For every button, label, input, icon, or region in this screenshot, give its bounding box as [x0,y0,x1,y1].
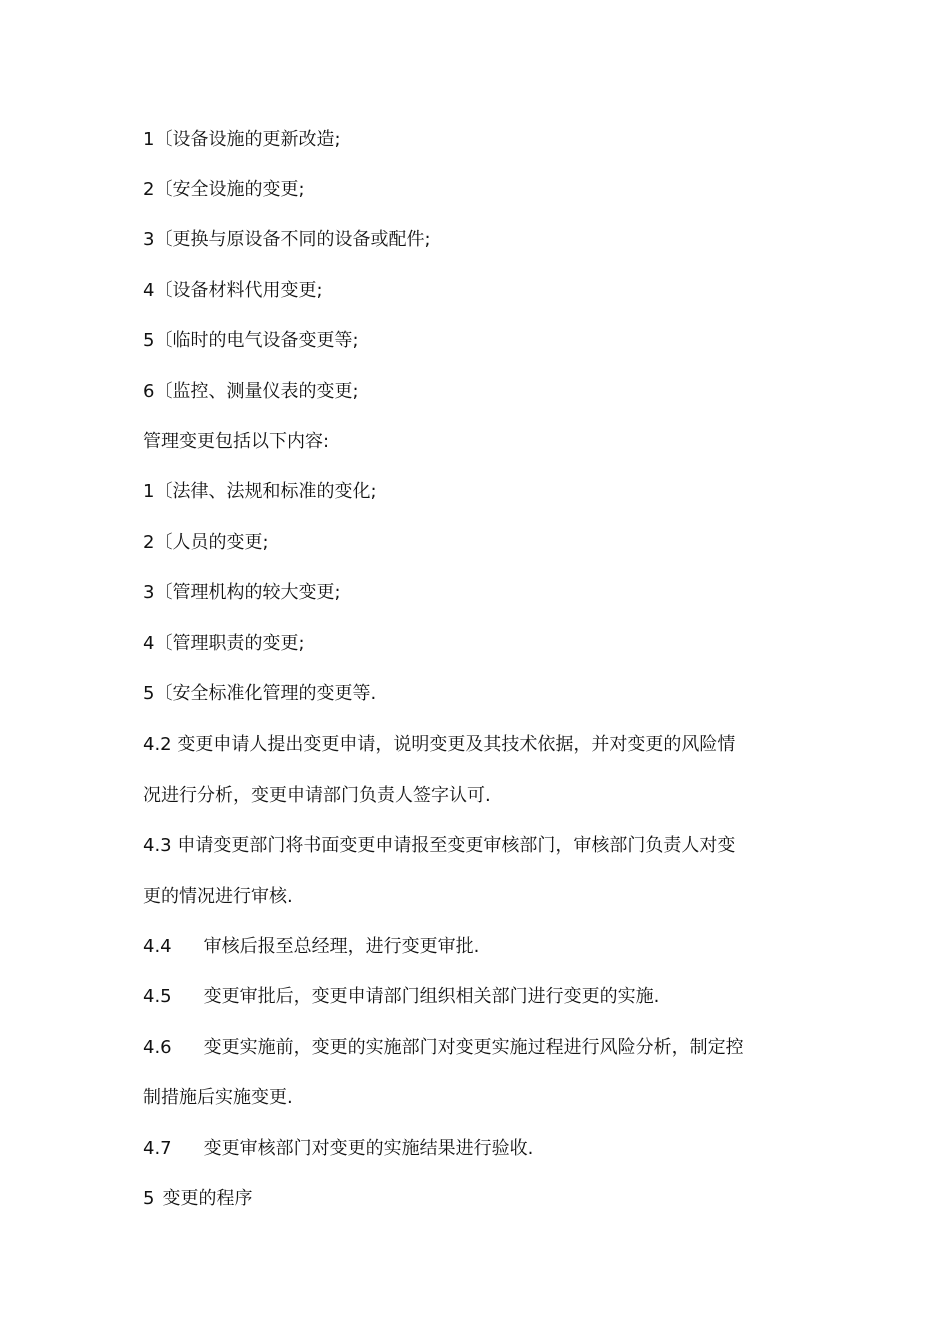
paragraph-line: 4.3 申请变更部门将书面变更申请报至变更审核部门，审核部门负责人对变 [143,835,736,856]
section-heading: 管理变更包括以下内容: [143,431,330,452]
text-line: 3〔管理机构的较大变更; [143,582,341,603]
paragraph-line: 况进行分析，变更申请部门负责人签字认可. [143,785,491,806]
text-line: 3〔更换与原设备不同的设备或配件; [143,229,431,250]
paragraph-line: 4.2 变更申请人提出变更申请，说明变更及其技术依据，并对变更的风险情 [143,734,736,755]
text-line: 1〔法律、法规和标准的变化; [143,481,377,502]
text-line: 2〔安全设施的变更; [143,179,305,200]
text-line: 4〔管理职责的变更; [143,633,305,654]
paragraph-line: 制措施后实施变更. [143,1087,293,1108]
item-number: 4.7 [143,1138,172,1159]
section-heading [143,1187,252,1211]
numbered-line [143,1036,744,1060]
text-line: 2〔人员的变更; [143,532,269,553]
item-number: 4.5 [143,986,172,1007]
item-text: 变更审核部门对变更的实施结果进行验收. [203,1138,534,1159]
item-text: 变更实施前，变更的实施部门对变更实施过程进行风险分析，制定控 [203,1037,744,1058]
section-number: 5 [143,1188,155,1209]
item-text: 审核后报至总经理，进行变更审批. [203,936,480,957]
item-number: 4.4 [143,936,172,957]
numbered-line [143,985,659,1009]
text-line: 5〔安全标准化管理的变更等. [143,683,377,704]
text-line: 1〔设备设施的更新改造; [143,129,341,150]
text-line: 5〔临时的电气设备变更等; [143,330,359,351]
item-number: 4.6 [143,1037,172,1058]
text-line: 6〔监控、测量仪表的变更; [143,381,359,402]
numbered-line [143,1137,533,1161]
section-title: 变更的程序 [162,1188,253,1209]
text-line: 4〔设备材料代用变更; [143,280,323,301]
item-text: 变更审批后，变更申请部门组织相关部门进行变更的实施. [203,986,660,1007]
paragraph-line: 更的情况进行审核. [143,886,293,907]
numbered-line [143,935,479,959]
